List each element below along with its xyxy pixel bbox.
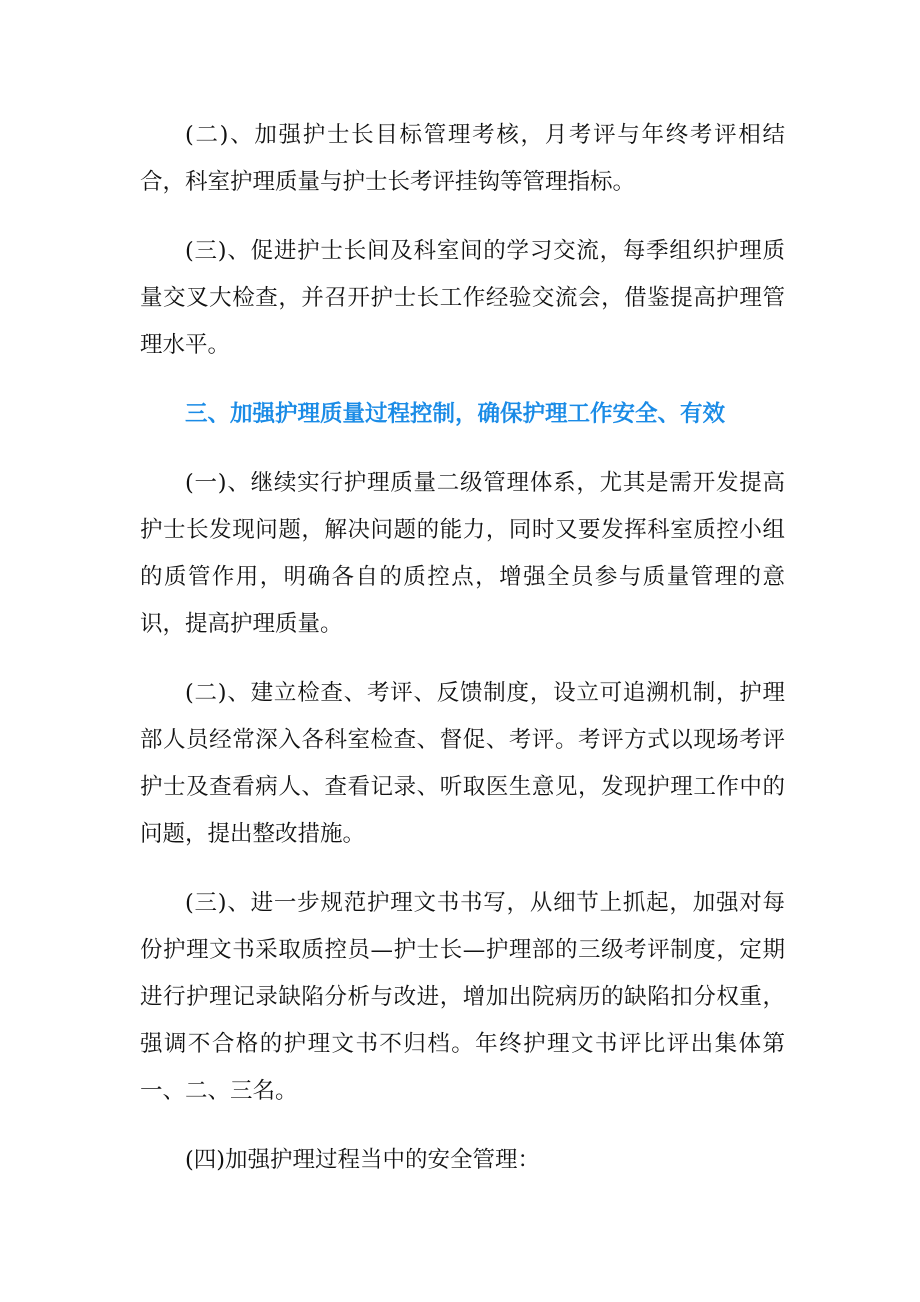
paragraph-one-quality-system: (一)、继续实行护理质量二级管理体系，尤其是需开发提高护士长发现问题，解决问题的能力，同时又要发挥科室质控小组的质管作用，明确各自的质控点，增强全员参与质量管理的意识，提高护理质量。 [140,470,785,637]
section-heading-quality-control: 三、加强护理质量过程控制，确保护理工作安全、有效 [185,401,726,427]
paragraph-three-documentation: (三)、进一步规范护理文书书写，从细节上抓起，加强对每份护理文书采取质控员—护士长—护理部的三级考评制度，定期进行护理记录缺陷分析与改进，增加出院病历的缺陷扣分权重，强调不合格的护理文书不归档。年终护理文书评比评出集体第一、二、三名。 [140,890,785,1104]
paragraph-two-target-management: (二)、加强护士长目标管理考核，月考评与年终考评相结合，科室护理质量与护士长考评挂钩等管理指标。 [140,122,785,195]
paragraph-two-inspection-system: (二)、建立检查、考评、反馈制度，设立可追溯机制，护理部人员经常深入各科室检查、督促、考评。考评方式以现场考评护士及查看病人、查看记录、听取医生意见，发现护理工作中的问题，提出整改措施。 [140,680,785,847]
paragraph-three-exchange: (三)、促进护士长间及科室间的学习交流，每季组织护理质量交叉大检查，并召开护士长工作经验交流会，借鉴提高护理管理水平。 [140,238,785,358]
document-body [140,112,785,1206]
paragraph-four-safety: (四)加强护理过程当中的安全管理： [185,1147,541,1173]
